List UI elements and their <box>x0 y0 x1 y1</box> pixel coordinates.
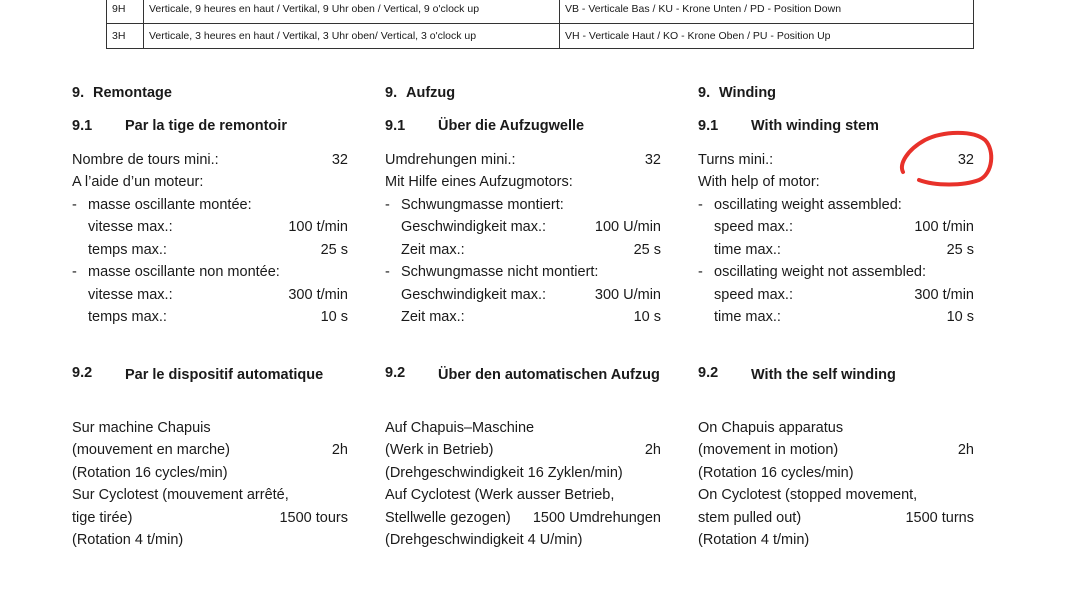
time-value: 10 s <box>946 309 974 325</box>
text-line: (Rotation 4 t/min) <box>72 532 184 548</box>
speed-label: vitesse max.: <box>88 287 173 303</box>
subsection-title: Über den automatischen Aufzug <box>438 367 660 383</box>
speed-value: 100 U/min <box>594 219 661 235</box>
text-line: On Cyclotest (stopped movement, <box>698 487 918 503</box>
bullet-not-assembled: oscillating weight not assembled: <box>714 264 926 280</box>
subsection-title: Über die Aufzugwelle <box>438 118 585 134</box>
subsection-title: With the self winding <box>751 367 896 383</box>
turns-count-value: 1500 Umdrehungen <box>532 510 661 526</box>
text-line: Sur Cyclotest (mouvement arrêté, <box>72 487 289 503</box>
text-line: (Rotation 16 cycles/min) <box>698 465 854 481</box>
bullet-dash: - <box>385 197 390 213</box>
subsection-number: 9.1 <box>385 118 406 134</box>
speed-value: 100 t/min <box>914 219 974 235</box>
time-label: time max.: <box>714 309 781 325</box>
speed-label: speed max.: <box>714 219 793 235</box>
text-line: stem pulled out) <box>698 510 802 526</box>
text-line: (Rotation 16 cycles/min) <box>72 465 228 481</box>
text-line: On Chapuis apparatus <box>698 420 844 436</box>
time-label: Zeit max.: <box>401 242 465 258</box>
section-title: Winding <box>719 85 777 101</box>
speed-value: 300 t/min <box>288 287 348 303</box>
bullet-dash: - <box>385 264 390 280</box>
speed-value: 100 t/min <box>288 219 348 235</box>
duration-value: 2h <box>957 442 974 458</box>
time-label: time max.: <box>714 242 781 258</box>
section-number: 9. <box>72 85 85 101</box>
text-line: Sur machine Chapuis <box>72 420 211 436</box>
bullet-dash: - <box>72 264 77 280</box>
column-english <box>698 0 976 590</box>
turns-label: Nombre de tours mini.: <box>72 152 219 168</box>
speed-value: 300 t/min <box>914 287 974 303</box>
time-label: temps max.: <box>88 242 167 258</box>
table-cell-abbr: VB - Verticale Bas / KU - Krone Unten / PD - Position Down <box>565 3 842 15</box>
time-value: 10 s <box>320 309 348 325</box>
text-line: tige tirée) <box>72 510 133 526</box>
text-line: (Rotation 4 t/min) <box>698 532 810 548</box>
bullet-dash: - <box>698 197 703 213</box>
text-line: Auf Chapuis–Maschine <box>385 420 535 436</box>
turns-value: 32 <box>957 152 974 168</box>
speed-label: Geschwindigkeit max.: <box>401 219 547 235</box>
motor-label: A l’aide d’un moteur: <box>72 174 204 190</box>
bullet-not-assembled: Schwungmasse nicht montiert: <box>401 264 599 280</box>
speed-label: Geschwindigkeit max.: <box>401 287 547 303</box>
text-line: (Drehgeschwindigkeit 4 U/min) <box>385 532 583 548</box>
bullet-assembled: oscillating weight assembled: <box>714 197 902 213</box>
subsection-number: 9.2 <box>72 365 93 381</box>
time-label: Zeit max.: <box>401 309 465 325</box>
section-title: Remontage <box>93 85 172 101</box>
time-value: 25 s <box>946 242 974 258</box>
motor-label: Mit Hilfe eines Aufzugmotors: <box>385 174 573 190</box>
motor-label: With help of motor: <box>698 174 820 190</box>
text-line: (Drehgeschwindigkeit 16 Zyklen/min) <box>385 465 623 481</box>
subsection-title: With winding stem <box>751 118 879 134</box>
turns-value: 32 <box>331 152 348 168</box>
text-line: Stellwelle gezogen) <box>385 510 511 526</box>
duration-value: 2h <box>644 442 661 458</box>
subsection-title: Par le dispositif automatique <box>125 367 324 383</box>
turns-label: Turns mini.: <box>698 152 774 168</box>
column-french <box>72 0 350 590</box>
duration-value: 2h <box>331 442 348 458</box>
table-cell-code: 9H <box>112 3 126 15</box>
time-value: 25 s <box>633 242 661 258</box>
section-number: 9. <box>385 85 398 101</box>
table-cell-desc: Verticale, 9 heures en haut / Vertikal, 9 Uhr oben / Vertical, 9 o'clock up <box>149 3 480 15</box>
turns-label: Umdrehungen mini.: <box>385 152 516 168</box>
text-line: (Werk in Betrieb) <box>385 442 494 458</box>
text-line: Auf Cyclotest (Werk ausser Betrieb, <box>385 487 615 503</box>
subsection-number: 9.2 <box>698 365 719 381</box>
bullet-assembled: masse oscillante montée: <box>88 197 252 213</box>
table-cell-abbr: VH - Verticale Haut / KO - Krone Oben / PU - Position Up <box>565 30 831 42</box>
turns-count-value: 1500 tours <box>279 510 348 526</box>
text-line: (mouvement en marche) <box>72 442 230 458</box>
red-circle-annotation-icon <box>895 128 997 190</box>
section-title: Aufzug <box>406 85 456 101</box>
table-cell-desc: Verticale, 3 heures en haut / Vertikal, 3 Uhr oben/ Vertical, 3 o'clock up <box>149 30 477 42</box>
subsection-number: 9.2 <box>385 365 406 381</box>
time-value: 25 s <box>320 242 348 258</box>
bullet-assembled: Schwungmasse montiert: <box>401 197 564 213</box>
subsection-number: 9.1 <box>698 118 719 134</box>
bullet-not-assembled: masse oscillante non montée: <box>88 264 280 280</box>
speed-label: speed max.: <box>714 287 793 303</box>
bullet-dash: - <box>72 197 77 213</box>
section-number: 9. <box>698 85 711 101</box>
speed-value: 300 U/min <box>594 287 661 303</box>
turns-count-value: 1500 turns <box>905 510 974 526</box>
subsection-number: 9.1 <box>72 118 93 134</box>
subsection-title: Par la tige de remontoir <box>125 118 287 134</box>
speed-label: vitesse max.: <box>88 219 173 235</box>
time-value: 10 s <box>633 309 661 325</box>
table-cell-code: 3H <box>112 30 126 42</box>
column-german <box>385 0 663 590</box>
turns-value: 32 <box>644 152 661 168</box>
time-label: temps max.: <box>88 309 167 325</box>
text-line: (movement in motion) <box>698 442 839 458</box>
bullet-dash: - <box>698 264 703 280</box>
